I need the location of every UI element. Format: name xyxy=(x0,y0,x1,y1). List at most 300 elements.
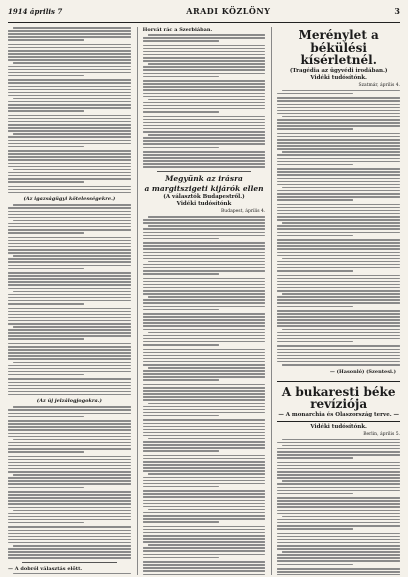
text-line xyxy=(8,50,131,52)
text-line xyxy=(13,133,131,135)
text-line xyxy=(8,297,131,299)
text-line xyxy=(8,89,131,91)
col3-subtitle-1: (Tragédia az ügyvédi irodában.) xyxy=(289,67,388,74)
paragraph xyxy=(8,308,131,340)
text-line xyxy=(277,158,400,160)
text-line xyxy=(277,171,400,173)
text-line xyxy=(8,394,131,396)
text-line xyxy=(277,564,353,566)
text-line xyxy=(8,175,131,177)
col1-block-c xyxy=(8,406,131,559)
paragraph xyxy=(8,79,131,111)
text-line xyxy=(8,243,131,245)
text-line xyxy=(13,255,131,257)
text-line xyxy=(8,150,131,152)
paragraph xyxy=(277,168,400,200)
text-line xyxy=(143,574,266,575)
text-line xyxy=(8,374,84,376)
text-line xyxy=(8,416,84,418)
text-line xyxy=(8,186,131,188)
text-line xyxy=(143,270,266,272)
text-line xyxy=(8,303,84,305)
text-line xyxy=(8,69,131,71)
col3-block-b xyxy=(277,439,400,575)
text-line xyxy=(143,409,266,411)
column-1 xyxy=(8,27,131,575)
paragraph xyxy=(8,526,131,558)
text-line xyxy=(277,210,400,212)
text-line xyxy=(143,529,266,531)
paragraph xyxy=(143,526,266,558)
col3-dateline-1: Szatmár, április 4. xyxy=(358,82,401,88)
text-line xyxy=(143,557,219,559)
text-line xyxy=(277,136,400,138)
col3-headline-2: A bukaresti béke revíziója xyxy=(281,384,396,412)
text-line xyxy=(8,288,131,290)
text-line xyxy=(8,101,131,103)
paragraph xyxy=(143,116,266,148)
text-line xyxy=(143,86,266,88)
text-line xyxy=(143,255,266,257)
text-line xyxy=(13,291,131,293)
col1-subhead-1: (Az igazságügyi kötelességekre.) xyxy=(23,196,116,203)
text-line xyxy=(8,272,131,274)
paragraph xyxy=(8,186,131,194)
text-line xyxy=(8,53,131,55)
text-line xyxy=(277,107,400,109)
text-line xyxy=(277,536,400,538)
text-line xyxy=(143,281,266,283)
text-line xyxy=(8,500,131,502)
newspaper-title: ARADI KÖZLÖNY xyxy=(186,6,271,16)
text-line xyxy=(143,361,266,363)
col3-dateline-2: Berlin, április 5. xyxy=(363,431,401,437)
text-line xyxy=(143,284,266,286)
paragraph xyxy=(277,345,400,365)
paragraph xyxy=(8,27,131,41)
text-line xyxy=(8,539,131,541)
text-line xyxy=(143,399,266,401)
text-line xyxy=(277,310,400,312)
text-line xyxy=(277,345,400,347)
paragraph xyxy=(143,242,266,274)
text-line xyxy=(8,314,131,316)
text-line xyxy=(8,44,131,46)
text-line xyxy=(277,113,400,115)
page-header xyxy=(8,6,400,20)
text-line xyxy=(277,341,353,343)
text-line xyxy=(282,187,400,189)
text-line xyxy=(143,464,266,466)
text-line xyxy=(277,557,400,559)
text-line xyxy=(277,270,353,272)
text-line xyxy=(8,530,131,532)
text-line xyxy=(277,568,400,570)
text-line xyxy=(277,299,400,301)
text-line xyxy=(8,121,131,123)
text-line xyxy=(143,147,219,149)
text-line xyxy=(277,275,400,277)
text-line xyxy=(8,459,131,461)
text-line xyxy=(277,248,400,250)
text-line xyxy=(148,473,266,475)
text-line xyxy=(8,445,131,447)
text-line xyxy=(277,242,400,244)
text-line xyxy=(277,454,400,456)
paragraph xyxy=(277,90,400,95)
text-line xyxy=(277,213,400,215)
paragraph xyxy=(143,45,266,77)
text-line xyxy=(8,542,131,544)
text-line xyxy=(143,57,266,59)
text-line xyxy=(8,237,131,239)
text-line xyxy=(8,308,131,310)
text-line xyxy=(143,554,266,556)
text-line xyxy=(143,329,266,331)
text-line xyxy=(277,178,400,180)
text-line xyxy=(143,518,266,520)
text-line xyxy=(143,163,266,165)
text-line xyxy=(8,127,131,129)
text-line xyxy=(143,242,266,244)
text-line xyxy=(8,192,131,194)
text-line xyxy=(8,513,131,515)
text-line xyxy=(8,388,131,390)
text-line xyxy=(282,445,400,447)
text-line xyxy=(143,96,266,98)
paragraph xyxy=(277,204,400,236)
text-line xyxy=(8,346,131,348)
text-line xyxy=(277,468,400,470)
text-line xyxy=(277,122,400,124)
text-line xyxy=(143,486,219,488)
text-line xyxy=(13,510,131,512)
text-line xyxy=(8,265,131,267)
text-line xyxy=(143,89,266,91)
text-line xyxy=(8,39,84,41)
text-line xyxy=(143,393,266,395)
header-rule xyxy=(8,22,400,23)
text-line xyxy=(13,573,131,575)
text-line xyxy=(143,51,266,53)
text-line xyxy=(8,92,131,94)
text-line xyxy=(8,332,131,334)
text-line xyxy=(8,516,131,518)
text-line xyxy=(143,166,266,168)
text-line xyxy=(143,313,266,315)
paragraph xyxy=(143,313,266,345)
text-line xyxy=(8,526,131,528)
text-line xyxy=(8,240,131,242)
text-line xyxy=(277,571,400,573)
text-line xyxy=(277,164,353,166)
text-line xyxy=(8,468,131,470)
text-line xyxy=(143,570,266,572)
text-line xyxy=(143,122,266,124)
text-line xyxy=(143,426,266,428)
text-line xyxy=(277,332,400,334)
col1-subhead-3: — A dobról választás előtt. xyxy=(8,565,83,572)
text-line xyxy=(8,140,131,142)
text-line xyxy=(277,358,400,360)
text-line xyxy=(8,223,131,225)
text-line xyxy=(8,429,131,431)
text-line xyxy=(143,538,266,540)
text-line xyxy=(277,239,400,241)
text-line xyxy=(13,439,131,441)
text-line xyxy=(8,229,131,231)
text-line xyxy=(277,139,400,141)
text-line xyxy=(143,309,219,311)
text-line xyxy=(277,471,400,473)
text-line xyxy=(277,349,400,351)
text-line xyxy=(277,148,400,150)
text-line xyxy=(8,72,131,74)
text-line xyxy=(143,532,266,534)
text-line xyxy=(8,246,131,248)
text-line xyxy=(277,519,400,521)
paragraph xyxy=(8,406,131,417)
text-line xyxy=(8,95,131,97)
text-line xyxy=(277,255,400,257)
text-line xyxy=(277,219,400,221)
text-line xyxy=(277,522,400,524)
text-line xyxy=(277,261,400,263)
issue-date: 1914 április 7 xyxy=(8,7,63,16)
text-line xyxy=(143,306,266,308)
text-line xyxy=(143,252,266,254)
text-line xyxy=(8,30,131,32)
text-line xyxy=(13,545,131,547)
text-line xyxy=(8,355,131,357)
text-line xyxy=(143,373,266,375)
text-line xyxy=(143,322,266,324)
text-line xyxy=(143,80,266,82)
text-line xyxy=(8,497,131,499)
text-line xyxy=(143,387,266,389)
text-line xyxy=(277,487,400,489)
col1-block-b xyxy=(8,204,131,395)
col2-dateline: Budapest, április 4. xyxy=(220,209,266,215)
page-number: 3 xyxy=(394,6,400,16)
text-line xyxy=(143,547,266,549)
text-line xyxy=(277,503,400,505)
paragraph xyxy=(8,420,131,452)
text-line xyxy=(143,278,266,280)
text-line xyxy=(277,245,400,247)
text-line xyxy=(8,557,131,559)
text-line xyxy=(8,110,84,112)
text-line xyxy=(143,535,266,537)
text-line xyxy=(8,146,84,148)
text-line xyxy=(143,319,266,321)
text-line xyxy=(143,137,266,139)
text-line xyxy=(143,550,266,552)
text-line xyxy=(148,403,266,405)
text-line xyxy=(8,189,131,191)
text-line xyxy=(277,278,400,280)
text-line xyxy=(277,196,400,198)
text-line xyxy=(8,47,131,49)
text-line xyxy=(8,519,131,521)
text-line xyxy=(282,151,400,153)
text-line xyxy=(277,125,400,127)
paragraph xyxy=(8,343,131,375)
text-line xyxy=(13,204,131,206)
text-line xyxy=(143,228,266,230)
text-line xyxy=(143,461,266,463)
text-line xyxy=(8,59,131,61)
text-line xyxy=(8,36,131,38)
text-line xyxy=(148,332,266,334)
text-line xyxy=(8,268,84,270)
col2-article-title: Megyünk az irásra xyxy=(165,173,243,183)
text-line xyxy=(143,131,266,133)
paragraph xyxy=(143,490,266,522)
col3-signature-1: — (Hasonló) (Szentesi.) xyxy=(329,368,397,375)
text-line xyxy=(148,509,266,511)
text-line xyxy=(8,130,131,132)
text-line xyxy=(277,500,400,502)
text-line xyxy=(277,316,400,318)
text-line xyxy=(8,159,131,161)
paragraph xyxy=(8,204,131,233)
text-line xyxy=(8,533,131,535)
text-line xyxy=(8,477,131,479)
text-line xyxy=(143,119,266,121)
text-line xyxy=(8,365,131,367)
text-line xyxy=(8,433,131,435)
text-line xyxy=(277,119,400,121)
col3-headline-1: Merénylet a békülési kísérletnél. xyxy=(298,28,379,68)
text-line xyxy=(277,528,353,530)
text-line xyxy=(8,115,131,117)
text-line xyxy=(277,284,400,286)
text-line xyxy=(8,382,131,384)
text-line xyxy=(13,27,131,29)
text-line xyxy=(8,317,131,319)
text-line xyxy=(277,287,400,289)
text-line xyxy=(277,560,400,562)
text-line xyxy=(8,494,131,496)
text-line xyxy=(143,447,266,449)
text-line xyxy=(277,133,400,135)
text-line xyxy=(143,496,266,498)
text-line xyxy=(277,190,400,192)
text-line xyxy=(8,349,131,351)
text-line xyxy=(143,293,266,295)
text-line xyxy=(143,541,266,543)
text-line xyxy=(143,455,266,457)
paragraph xyxy=(8,378,131,395)
text-line xyxy=(143,526,266,528)
text-line xyxy=(143,73,266,75)
text-line xyxy=(277,207,400,209)
text-line xyxy=(148,367,266,369)
text-line xyxy=(8,371,131,373)
text-line xyxy=(277,319,400,321)
text-line xyxy=(8,79,131,81)
col1-divider xyxy=(22,562,117,563)
text-line xyxy=(143,83,266,85)
text-line xyxy=(277,352,400,354)
text-line xyxy=(143,406,266,408)
text-line xyxy=(277,465,400,467)
text-line xyxy=(8,409,131,411)
text-line xyxy=(277,184,400,186)
text-line xyxy=(13,220,131,222)
text-line xyxy=(148,261,266,263)
text-line xyxy=(143,493,266,495)
text-line xyxy=(8,75,84,77)
text-line xyxy=(282,364,400,366)
text-line xyxy=(277,533,400,535)
text-line xyxy=(143,450,219,452)
text-line xyxy=(8,82,131,84)
text-line xyxy=(13,169,131,171)
text-line xyxy=(277,355,400,357)
text-line xyxy=(277,490,400,492)
text-line xyxy=(143,66,266,68)
col2-article-byline: Vidéki tudósítónk xyxy=(176,201,232,208)
paragraph xyxy=(143,80,266,112)
text-line xyxy=(8,442,131,444)
text-line xyxy=(143,287,266,289)
text-line xyxy=(8,136,131,138)
text-line xyxy=(148,99,266,101)
text-line xyxy=(282,222,400,224)
text-line xyxy=(143,302,266,304)
text-line xyxy=(8,281,131,283)
paragraph xyxy=(143,34,266,42)
text-line xyxy=(277,539,400,541)
text-line xyxy=(277,128,353,130)
text-line xyxy=(8,217,131,219)
text-line xyxy=(8,352,131,354)
text-line xyxy=(8,554,131,556)
text-line xyxy=(13,474,131,476)
text-line xyxy=(277,228,400,230)
paragraph xyxy=(8,115,131,147)
text-line xyxy=(143,503,266,505)
text-line xyxy=(143,364,266,366)
col2-article-tagline: (A választók Budapestről.) xyxy=(163,194,245,201)
text-line xyxy=(8,491,131,493)
text-line xyxy=(8,118,131,120)
paragraph xyxy=(277,239,400,271)
paragraph xyxy=(277,275,400,307)
text-line xyxy=(277,497,400,499)
paragraph xyxy=(8,44,131,76)
text-line xyxy=(277,168,400,170)
text-line xyxy=(148,63,266,65)
text-line xyxy=(277,93,353,95)
text-line xyxy=(277,306,353,308)
text-line xyxy=(143,111,219,113)
col3-subtitle-2: — A monarchia és Olaszország terve. — xyxy=(278,411,400,418)
text-line xyxy=(8,413,131,415)
text-line xyxy=(8,153,131,155)
text-line xyxy=(8,343,131,345)
text-line xyxy=(277,232,400,234)
text-line xyxy=(8,33,131,35)
text-line xyxy=(143,352,266,354)
text-line xyxy=(143,299,266,301)
text-line xyxy=(277,181,400,183)
text-line xyxy=(143,384,266,386)
text-line xyxy=(8,423,131,425)
text-line xyxy=(148,34,266,36)
